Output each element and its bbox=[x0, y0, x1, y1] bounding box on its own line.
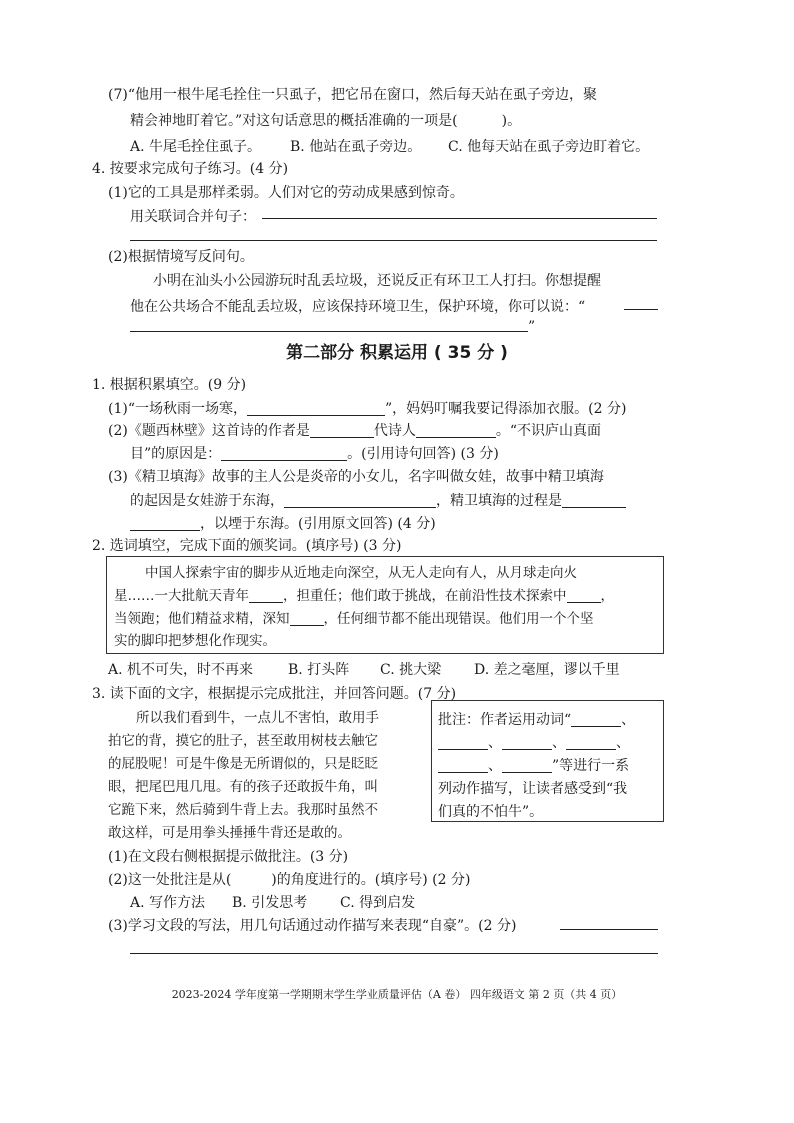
p3-option-c: C. 得到启发 bbox=[340, 895, 416, 911]
p1-c2-blank-2[interactable] bbox=[562, 491, 626, 508]
p3-q3-answer-line-2[interactable] bbox=[130, 953, 658, 954]
p1-b-dynasty-blank[interactable] bbox=[310, 421, 374, 438]
q7-option-b: B. 他站在虱子旁边。 bbox=[290, 139, 422, 155]
q4-sub2-answer-line-1[interactable] bbox=[624, 309, 658, 310]
p2-option-c: C. 挑大梁 bbox=[380, 662, 442, 678]
q4-sub1: (1)它的工具是那样柔弱。人们对它的劳动成果感到惊奇。 bbox=[108, 185, 464, 201]
p3-option-a: A. 写作方法 bbox=[130, 895, 206, 911]
p3-q2-pre: (2)这一处批注是从( bbox=[108, 872, 232, 888]
annotation-line-1-end: 、 bbox=[621, 712, 636, 728]
q7-stem-line-1: (7)“他用一根牛尾毛拴住一只虱子，把它吊在窗口，然后每天站在虱子旁边，聚 bbox=[108, 87, 597, 103]
q4-sub2-close-quote: ” bbox=[528, 319, 536, 335]
p1-c2-blank-1[interactable] bbox=[284, 491, 436, 508]
annotation-verb-blank-1[interactable] bbox=[571, 710, 621, 727]
p3-passage-line: 敢这样，可是用拳头捶捶牛背还是敢的。 bbox=[108, 825, 351, 841]
p3-option-b: B. 引发思考 bbox=[232, 895, 308, 911]
p3-passage-line: 它跪下来，然后骑到牛背上去。我那时虽然不 bbox=[108, 802, 378, 818]
p3-passage-line: 眼，把尾巴甩几甩。有的孩子还敢扳牛角，叫 bbox=[108, 779, 378, 795]
p3-passage-line: 所以我们看到牛，一点儿不害怕，敢用手 bbox=[136, 710, 379, 726]
annotation-verb-blank-4[interactable] bbox=[566, 733, 616, 750]
q4-sub2-text-2: 他在公共场合不能乱丢垃圾，应该保持环境卫生，保护环境，你可以说：“ bbox=[130, 299, 586, 315]
p1-heading: 1. 根据积累填空。(9 分) bbox=[92, 377, 247, 393]
p1-b-post: 。“不识庐山真面 bbox=[495, 423, 602, 439]
q4-sub1-answer-line-2[interactable] bbox=[130, 240, 657, 241]
p2-heading: 2. 选词填空，完成下面的颁奖词。(填序号) (3 分) bbox=[92, 538, 402, 554]
p1-c3-blank[interactable] bbox=[130, 514, 200, 531]
p1-a-blank[interactable] bbox=[247, 399, 385, 416]
p1-a-pre: (1)“一场秋雨一场寒， bbox=[108, 401, 247, 417]
p1-c3-post: ，以堙于东海。(引用原文回答) (4 分) bbox=[200, 516, 436, 532]
annotation-sep: 、 bbox=[488, 735, 502, 751]
q7-option-a: A. 牛尾毛拴住虱子。 bbox=[130, 139, 262, 155]
annotation-line-1-text: 批注：作者运用动词“ bbox=[438, 712, 572, 728]
p2-option-a: A. 机不可失，时不再来 bbox=[108, 662, 254, 678]
award-box-line-2a: 星……一大批航天青年 bbox=[114, 588, 249, 604]
award-blank-1[interactable] bbox=[249, 588, 283, 603]
p1-b-pre: (2)《题西林壁》这首诗的作者是 bbox=[108, 423, 310, 439]
annotation-verb-blank-3[interactable] bbox=[502, 733, 552, 750]
p2-option-d: D. 差之毫厘，谬以千里 bbox=[474, 662, 620, 678]
p1-b2-post: 。(引用诗句回答) (3 分) bbox=[347, 446, 499, 462]
page-footer: 2023-2024 学年度第一学期期末学生学业质量评估（A 卷） 四年级语文 第 2 页（共 4 页） bbox=[171, 988, 623, 1001]
p1-b2-blank[interactable] bbox=[221, 444, 347, 461]
q7-option-c: C. 他每天站在虱子旁边盯着它。 bbox=[448, 139, 650, 155]
q4-heading: 4. 按要求完成句子练习。(4 分) bbox=[92, 161, 289, 177]
q7-stem-end: )。 bbox=[501, 113, 522, 129]
q4-sub2: (2)根据情境写反问句。 bbox=[108, 249, 254, 265]
p3-q1: (1)在文段右侧根据提示做批注。(3 分) bbox=[108, 849, 349, 865]
p3-q3-answer-line-1[interactable] bbox=[560, 929, 658, 930]
p1-c2-post: ，精卫填海的过程是 bbox=[436, 493, 562, 509]
award-box-line-2b: ，担重任；他们敢于挑战，在前沿性技术探索中 bbox=[283, 588, 567, 604]
p1-b2-pre: 目”的原因是： bbox=[130, 446, 222, 462]
q4-sub1-answer-line-1[interactable] bbox=[262, 218, 657, 219]
annotation-line-4: 列动作描写，让读者感受到“我 bbox=[438, 781, 628, 797]
p3-heading: 3. 读下面的文字，根据提示完成批注，并回答问题。(7 分) bbox=[92, 686, 457, 702]
p1-b-poet-blank[interactable] bbox=[416, 421, 496, 438]
q7-stem-line-2 bbox=[130, 108, 521, 135]
p3-passage-line: 的屁股呢！可是牛像是无所谓似的，只是眨眨 bbox=[108, 756, 378, 772]
p3-q2-post: )的角度进行的。(填序号) (2 分) bbox=[271, 872, 471, 888]
award-box-line-4: 实的脚印把梦想化作现实。 bbox=[114, 633, 276, 649]
award-box-line-1: 中国人探索宇宙的脚步从近地走向深空，从无人走向有人，从月球走向火 bbox=[145, 565, 577, 581]
annotation-verb-blank-2[interactable] bbox=[438, 733, 488, 750]
annotation-sep: 、 bbox=[552, 735, 566, 751]
part-two-title: 第二部分 积累运用 ( 35 分 ) bbox=[286, 343, 508, 363]
p1-c2-pre: 的起因是女娃游于东海， bbox=[130, 493, 284, 509]
q7-stem-text: 精会神地盯着它。”对这句话意思的概括准确的一项是( bbox=[130, 113, 458, 129]
award-blank-3[interactable] bbox=[290, 611, 324, 626]
award-box-line-3b: ，任何细节都不能出现错误。他们用一个个坚 bbox=[323, 611, 594, 627]
award-box-line-2c: ， bbox=[600, 588, 614, 604]
annotation-line-5: 们真的不怕牛”。 bbox=[438, 804, 544, 820]
annotation-verb-blank-5[interactable] bbox=[438, 756, 488, 773]
annotation-sep: 、 bbox=[488, 758, 502, 774]
p3-q3: (3)学习文段的写法，用几句话通过动作描写来表现“自豪”。(2 分) bbox=[108, 918, 517, 934]
p1-b-mid: 代诗人 bbox=[373, 423, 416, 439]
q4-sub2-answer-line-2[interactable] bbox=[130, 331, 528, 332]
q4-sub1-prompt: 用关联词合并句子： bbox=[130, 209, 256, 225]
q4-sub2-text-1: 小明在汕头小公园游玩时乱丢垃圾，还说反正有环卫工人打扫。你想提醒 bbox=[153, 273, 601, 289]
p1-c1: (3)《精卫填海》故事的主人公是炎帝的小女儿，名字叫做女娃，故事中精卫填海 bbox=[108, 469, 604, 485]
award-box-line-3a: 当领跑；他们精益求精，深知 bbox=[114, 611, 290, 627]
annotation-sep: 、 bbox=[616, 735, 630, 751]
p3-passage-line: 拍它的背，摸它的肚子，甚至敢用树枝去触它 bbox=[108, 733, 378, 749]
award-blank-2[interactable] bbox=[567, 588, 601, 603]
annotation-line-3-end: ”等进行一系 bbox=[552, 758, 630, 774]
annotation-verb-blank-6[interactable] bbox=[502, 756, 552, 773]
p2-option-b: B. 打头阵 bbox=[288, 662, 350, 678]
p1-a-post: ”，妈妈叮嘱我要记得添加衣服。(2 分) bbox=[385, 401, 627, 417]
